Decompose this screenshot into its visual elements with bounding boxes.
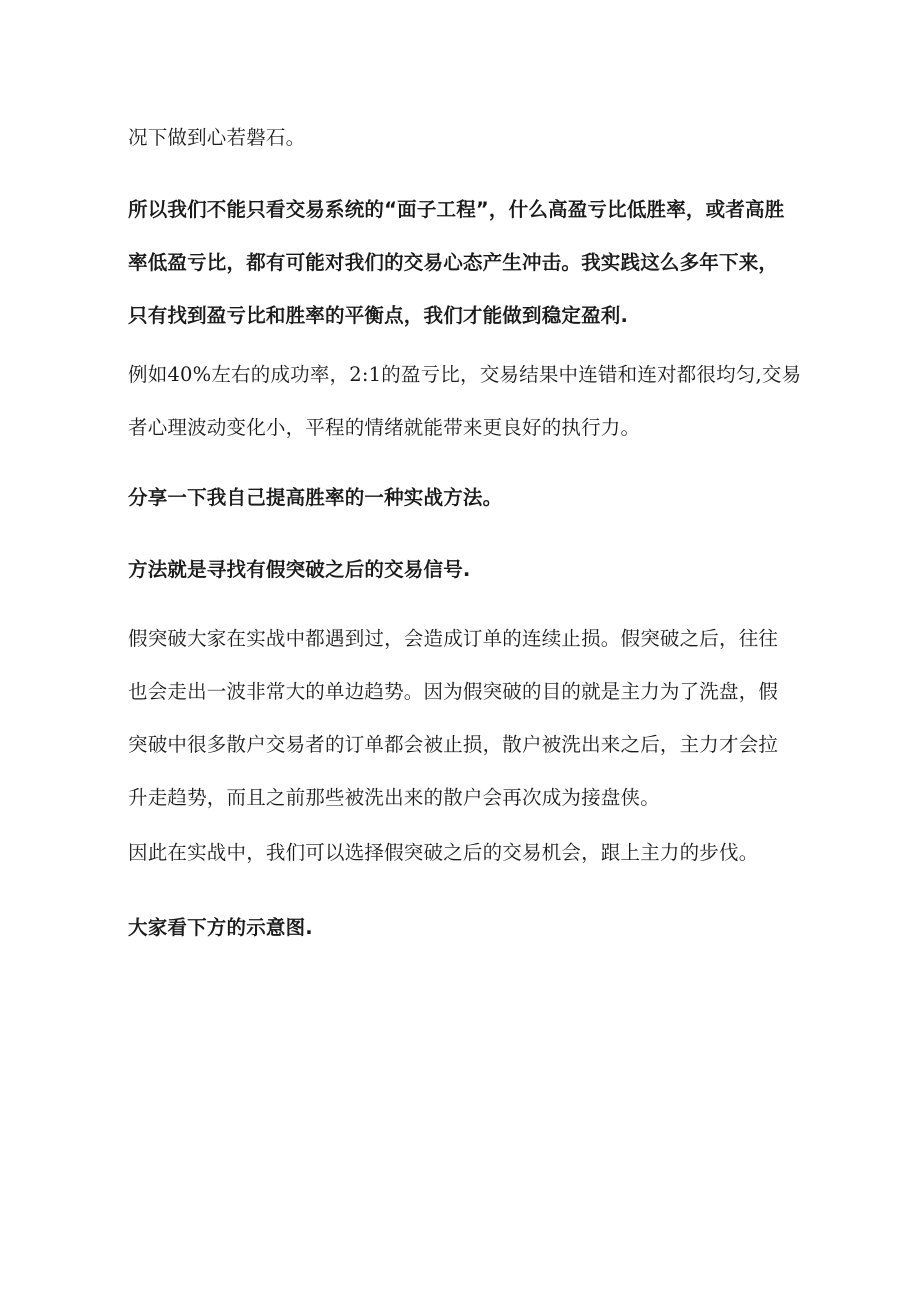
- paragraph-5: [128, 555, 808, 584]
- paragraph-line: 例如40%左右的成功率，2:1的盈亏比，交易结果中连错和连对都很均匀,交易: [128, 363, 802, 386]
- paragraph-line: 假突破大家在实战中都遇到过，会造成订单的连续止损。假突破之后，往往: [128, 627, 779, 650]
- paragraph-1: [128, 123, 808, 152]
- paragraph-line: 突破中很多散户交易者的订单都会被止损，散户被洗出来之后，主力才会拉: [128, 733, 779, 756]
- paragraph-8: [128, 913, 808, 942]
- paragraph-line: 所以我们不能只看交易系统的“面子工程”，什么高盈亏比低胜率，或者高胜: [128, 198, 785, 221]
- paragraph-4: [128, 483, 808, 512]
- paragraph-2: [128, 195, 808, 330]
- paragraph-line: 况下做到心若磐石。: [128, 126, 306, 149]
- paragraph-line: 方法就是寻找有假突破之后的交易信号.: [128, 558, 471, 581]
- paragraph-3: [128, 360, 808, 442]
- paragraph-line: 只有找到盈亏比和胜率的平衡点，我们才能做到稳定盈利.: [128, 304, 629, 327]
- paragraph-6: [128, 624, 808, 812]
- paragraph-line: 升走趋势，而且之前那些被洗出来的散户会再次成为接盘侠。: [128, 786, 660, 809]
- paragraph-line: 率低盈亏比，都有可能对我们的交易心态产生冲击。我实践这么多年下来，: [128, 251, 779, 274]
- paragraph-line: 大家看下方的示意图.: [128, 916, 313, 939]
- paragraph-7: [128, 838, 808, 867]
- paragraph-line: 分享一下我自己提高胜率的一种实战方法。: [128, 486, 503, 509]
- paragraph-line: 也会走出一波非常大的单边趋势。因为假突破的目的就是主力为了洗盘，假: [128, 680, 779, 703]
- paragraph-line: 因此在实战中，我们可以选择假突破之后的交易机会，跟上主力的步伐。: [128, 841, 759, 864]
- paragraph-line: 者心理波动变化小，平程的情绪就能带来更良好的执行力。: [128, 416, 641, 439]
